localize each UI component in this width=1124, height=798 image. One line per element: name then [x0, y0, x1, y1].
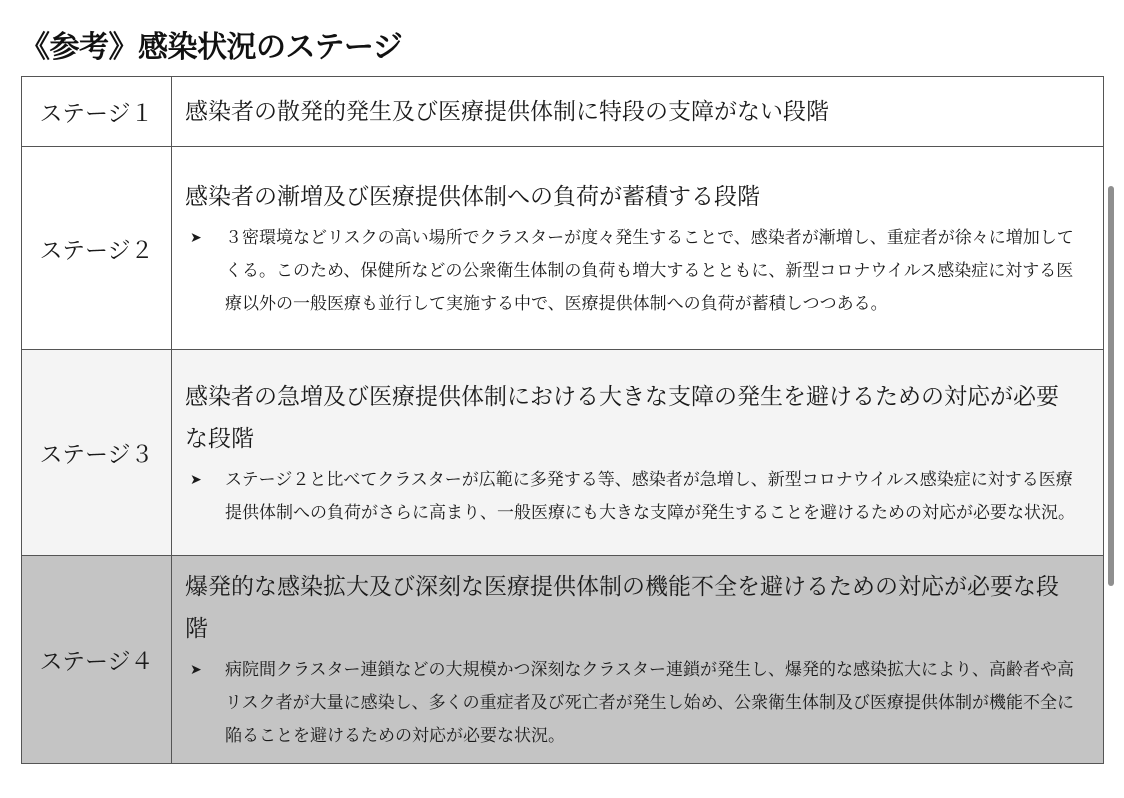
- stage-row-4: [22, 556, 1104, 764]
- stage-label: ステージ２: [22, 147, 172, 350]
- stage-detail: [185, 222, 1081, 321]
- stage-row-3: [22, 350, 1104, 556]
- stage-table: [21, 76, 1104, 764]
- arrow-bullet-icon: ➤: [190, 471, 202, 488]
- stage-detail-text: 病院間クラスター連鎖などの大規模かつ深刻なクラスター連鎖が発生し、爆発的な感染拡大により、高齢者や高リスク者が大量に感染し、多くの重症者及び死亡者が発生し始め、公衆衛生体制及び医療提供体制が機能不全に陥ることを避けるための対応が必要な状況。: [225, 660, 1074, 746]
- arrow-bullet-icon: ➤: [190, 662, 202, 678]
- stage-label: ステージ３: [22, 350, 172, 556]
- page-title: 《参考》感染状況のステージ: [20, 30, 403, 65]
- stage-heading: 感染者の漸増及び医療提供体制への負荷が蓄積する段階: [185, 183, 760, 210]
- stage-content: [172, 147, 1104, 350]
- stage-heading: 感染者の急増及び医療提供体制における大きな支障の発生を避けるための対応が必要な段階: [185, 383, 1059, 452]
- arrow-bullet-icon: ➤: [190, 229, 202, 246]
- scrollbar-thumb[interactable]: [1108, 186, 1114, 586]
- stage-label: ステージ１: [22, 77, 172, 147]
- stage-row-2: [22, 147, 1104, 350]
- stage-detail-text: ステージ２と比べてクラスターが広範に多発する等、感染者が急増し、新型コロナウイルス感染症に対する医療提供体制への負荷がさらに高まり、一般医療にも大きな支障が発生することを避けるための対応が必要な状況。: [225, 469, 1075, 523]
- stage-detail-text: ３密環境などリスクの高い場所でクラスターが度々発生することで、感染者が漸増し、重症者が徐々に増加してくる。このため、保健所などの公衆衛生体制の負荷も増大するとともに、新型コロナウイルス感染症に対する医療以外の一般医療も並行して実施する中で、医療提供体制への負荷が蓄積しつつある。: [225, 227, 1074, 314]
- stage-content: [172, 77, 1104, 147]
- stage-row-1: [22, 77, 1104, 147]
- stage-content: [172, 350, 1104, 556]
- stage-heading: 感染者の散発的発生及び医療提供体制に特段の支障がない段階: [185, 98, 829, 125]
- stage-content: [172, 556, 1104, 764]
- stage-detail: [185, 654, 1081, 753]
- stage-heading: 爆発的な感染拡大及び深刻な医療提供体制の機能不全を避けるための対応が必要な段階: [185, 574, 1059, 642]
- stage-detail: [185, 464, 1081, 530]
- stage-label: ステージ４: [22, 556, 172, 764]
